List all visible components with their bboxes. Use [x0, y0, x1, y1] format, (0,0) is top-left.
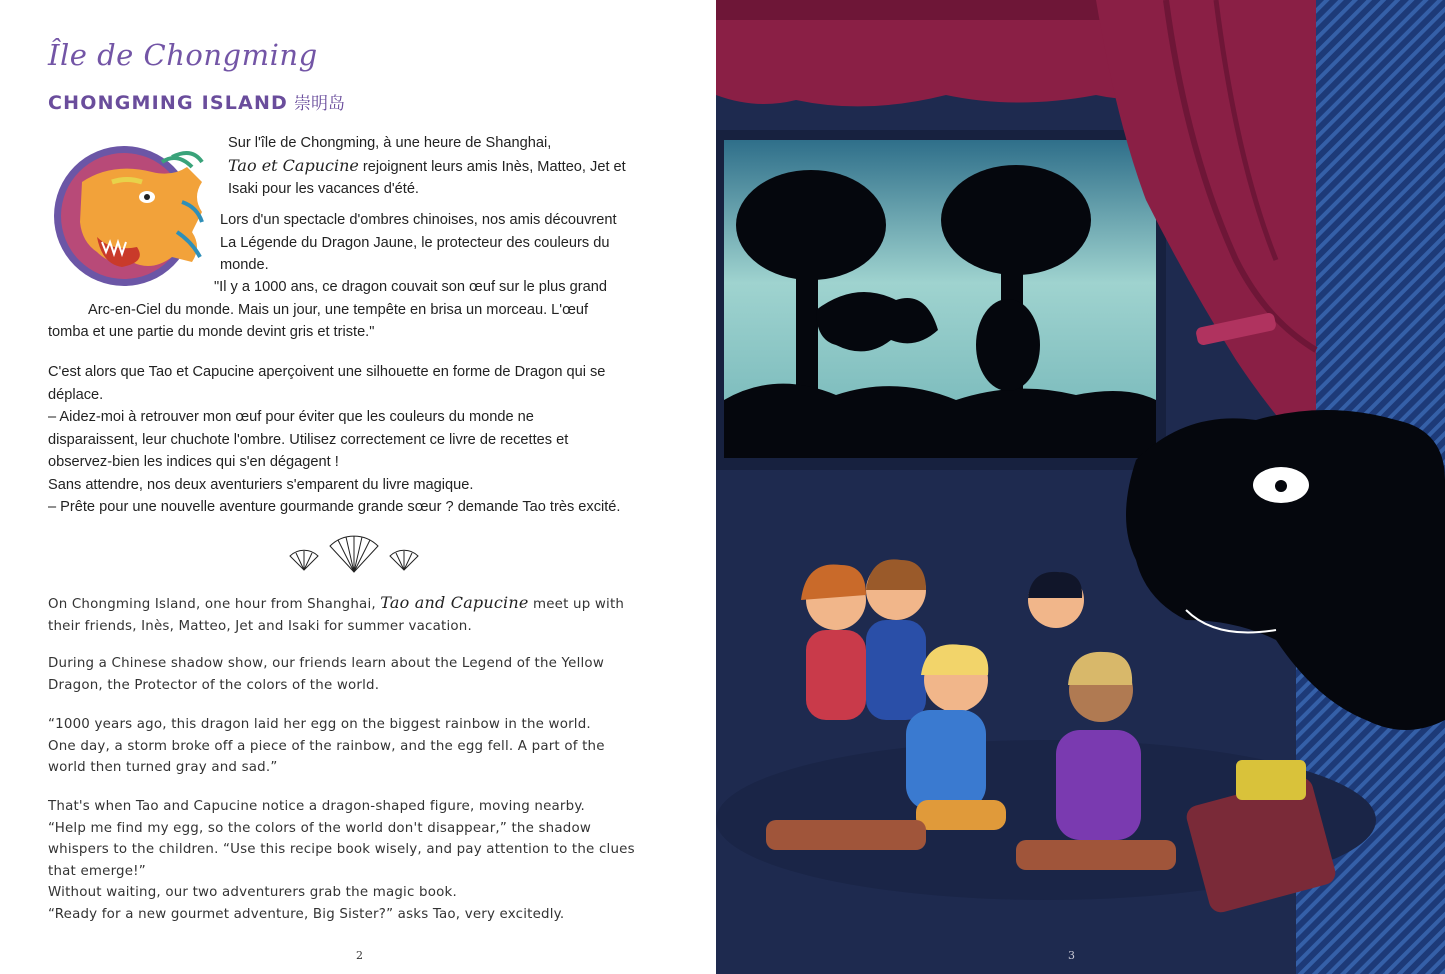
shadow-theater-illustration [716, 0, 1445, 974]
text-line: their friends, Inès, Matteo, Jet and Isaki for summer vacation. [48, 618, 472, 634]
page-title-script: Île de Chongming [48, 38, 318, 72]
french-paragraph-1 [228, 132, 688, 201]
text-line: observez-bien les indices qui s'en dégagent ! [48, 454, 339, 470]
script-names: Tao and Capucine [380, 593, 529, 612]
text-line: disparaissent, leur chuchote l'ombre. Utilisez correctement ce livre de recettes et [48, 431, 569, 448]
text-line: whispers to the children. “Use this recipe book wisely, and pay attention to the clues [48, 842, 635, 857]
text-line: One day, a storm broke off a piece of the rainbow, and the egg fell. A part of the [48, 738, 605, 754]
text-span: rejoignent leurs amis Inès, Matteo, Jet et [358, 158, 626, 175]
text-line: Dragon, the Protector of the colors of the world. [48, 677, 380, 693]
text-line: tomba et une partie du monde devint gris et triste." [48, 324, 375, 340]
english-paragraph-1 [48, 592, 698, 637]
text-line: During a Chinese shadow show, our friends learn about the Legend of the Yellow [48, 656, 604, 671]
text-line: “Ready for a new gourmet adventure, Big Sister?” asks Tao, very excitedly. [48, 906, 565, 922]
text-line: That's when Tao and Capucine notice a dragon-shaped figure, moving nearby. [48, 799, 585, 814]
text-span: meet up with [528, 597, 625, 612]
text-line: Lors d'un spectacle d'ombres chinoises, nos amis découvrent [220, 212, 617, 228]
folding-fans-icon [286, 532, 422, 576]
text-span: On Chongming Island, one hour from Shanghai, [48, 597, 381, 612]
text-line: world then turned gray and sad.” [48, 760, 278, 775]
left-page [0, 0, 716, 974]
text-line [48, 592, 698, 616]
text-line: “1000 years ago, this dragon laid her egg on the biggest rainbow in the world. [48, 717, 591, 732]
text-line: déplace. [48, 386, 104, 403]
english-paragraph-3 [48, 714, 698, 779]
page-title-text: CHONGMING ISLAND [48, 92, 289, 114]
french-paragraph-2 [220, 209, 690, 277]
text-line [228, 155, 688, 179]
right-page-illustration [716, 0, 1445, 974]
text-line: "Il y a 1000 ans, ce dragon couvait son œuf sur le plus grand [214, 279, 607, 295]
text-line: – Aidez-moi à retrouver mon œuf pour éviter que les couleurs du monde ne [48, 409, 534, 425]
text-line: that emerge!” [48, 863, 146, 879]
text-line: La Légende du Dragon Jaune, le protecteur des couleurs du [220, 234, 610, 251]
dragon-medallion-icon [52, 142, 210, 290]
text-line: “Help me find my egg, so the colors of the world don't disappear,” the shadow [48, 820, 592, 836]
text-line: Isaki pour les vacances d'été. [228, 181, 419, 197]
page-number-right: 3 [1068, 949, 1075, 962]
page-number-left: 2 [356, 949, 363, 962]
script-names: Tao et Capucine [228, 155, 359, 175]
text-line: – Prête pour une nouvelle aventure gourmande grande sœur ? demande Tao très excité. [48, 499, 621, 515]
english-paragraph-2 [48, 653, 698, 696]
french-paragraph-3 [48, 276, 688, 344]
text-line: Without waiting, our two adventurers grab the magic book. [48, 885, 457, 900]
text-line: Sans attendre, nos deux aventuriers s'emparent du livre magique. [48, 476, 474, 493]
text-line: C'est alors que Tao et Capucine aperçoivent une silhouette en forme de Dragon qui se [48, 364, 606, 380]
page-title-chinese: 崇明岛 [294, 94, 346, 114]
page-title [48, 89, 345, 114]
text-line: Arc-en-Ciel du monde. Mais un jour, une tempête en brisa un morceau. L'œuf [88, 301, 589, 318]
text-line: Sur l'île de Chongming, à une heure de Shanghai, [228, 135, 552, 151]
english-paragraph-4 [48, 796, 708, 925]
french-paragraph-4 [48, 361, 698, 519]
text-line: monde. [220, 257, 269, 273]
